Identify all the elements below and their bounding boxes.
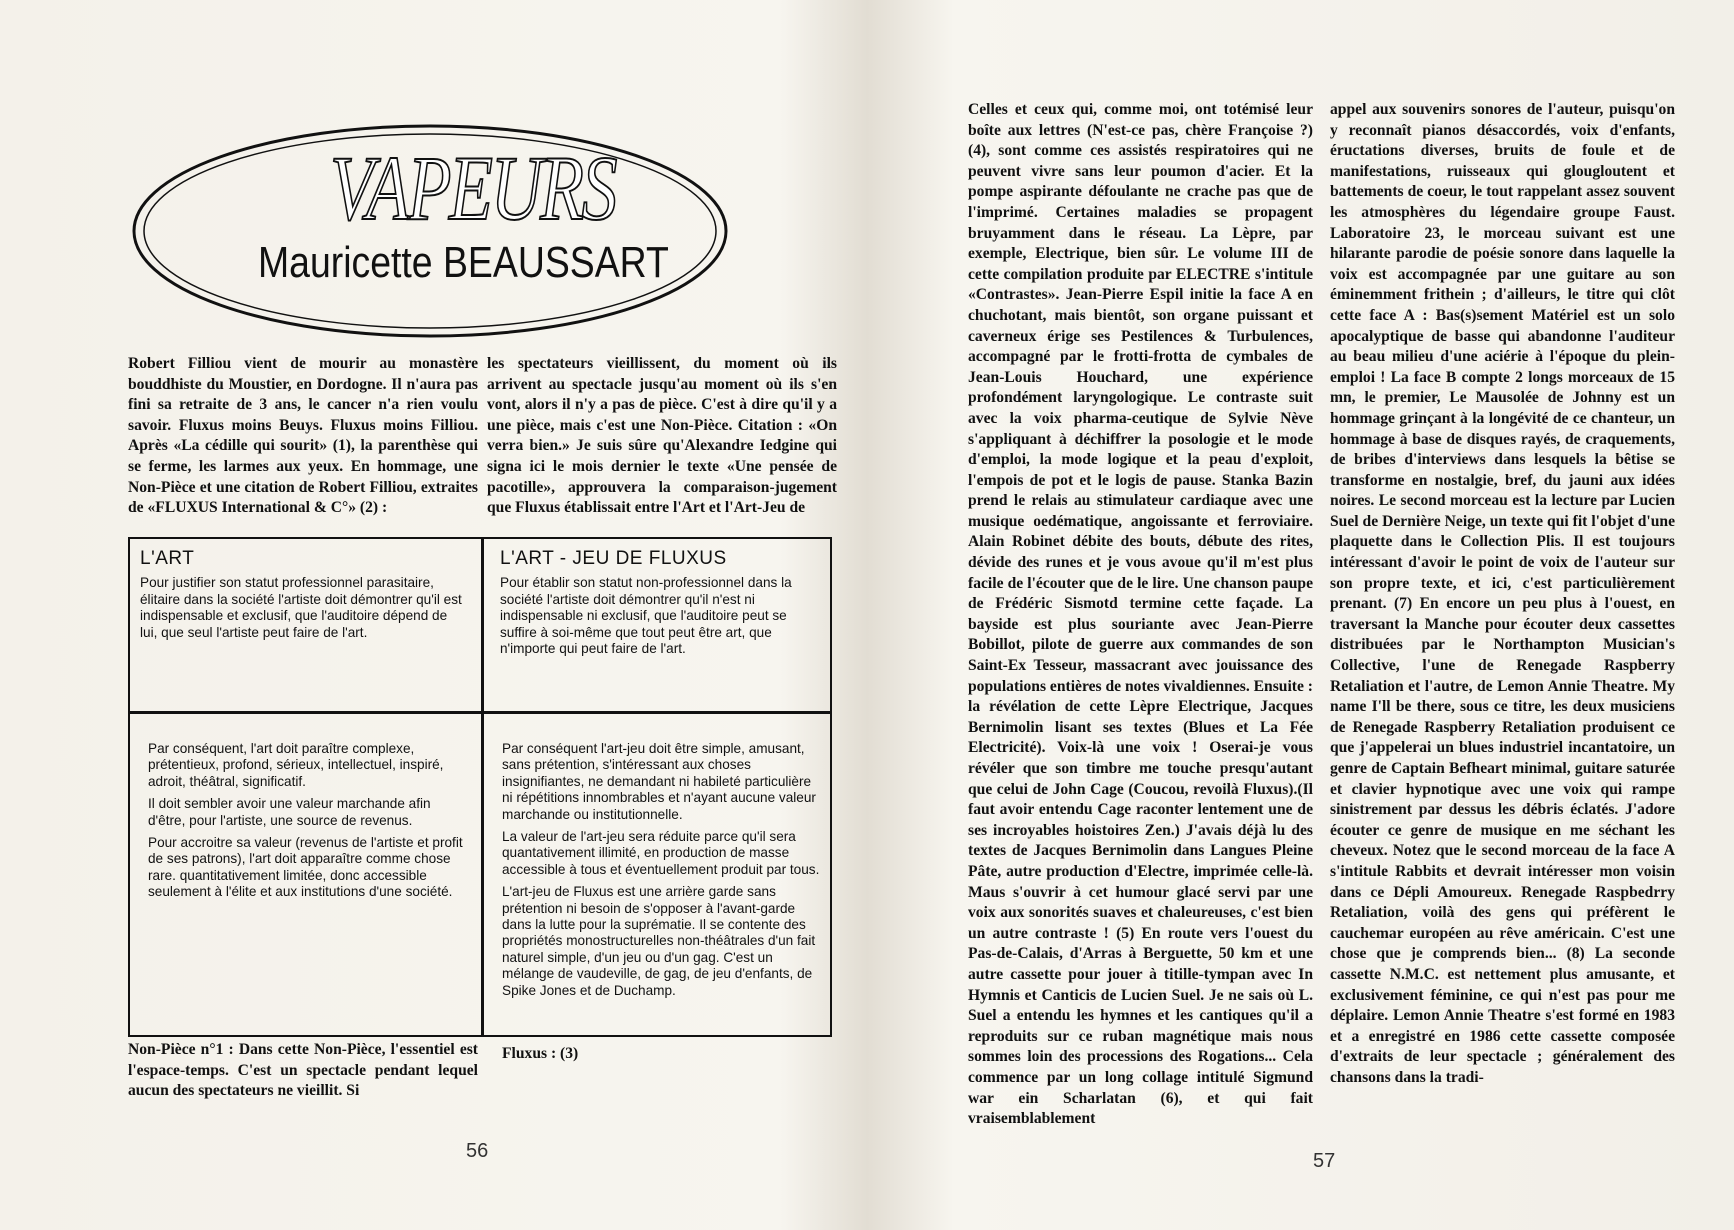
cell-text: L'art-jeu de Fluxus est une arrière garde sans prétention ni besoin de s'opposer à l'avant-garde dans la lutte pour la suprématie. Il se contente des propriétés monostructurelles non-théâtrales d'un fait naturel simple, d'un jeu ou d'un gag. C'est un mélange de vaudeville, de gag, de jeu d'enfants, de Spike Jones et de Duchamp. [502,884,816,998]
table-cell-fluxus-top [500,548,820,663]
article-author: Mauricette BEAUSSART [258,238,669,287]
right-column-1: Celles et ceux qui, comme moi, ont totémisé leur boîte aux lettres (N'est-ce pas, chère Françoise ?) (4), sont comme ces assistés respiratoires qui ne peuvent vivre sans leur poumon d'acier. Et la pompe aspirante défoulante ne crache pas que de l'imprimé. Certaines maladies se propagent bruyamment dans le réseau. La Lèpre, par exemple, Electrique, bien sûr. Le volume III de cette compilation produite par ELECTRE s'intitule «Contrastes». Jean-Pierre Espil initie la face A en chuchotant, mais bientôt, son organe puissant et caverneux érige ses Pestilences & Turbulences, accompagné par le frotti-frotta de cymbales de Jean-Louis Houchard, une expérience profondément laryngologique. Le contraste suit avec la voix pharma-ceutique de Sylvie Nève s'appliquant à déchiffrer la posologie et le mode d'emploi, la mode logique et la peau d'exploit, l'empois de pot et le logis de pause. Stanka Bazin prend le relais au stimulateur cardiaque avec une musique oedématique, angoissante et ferroviaire. Alain Robinet débite des bouts, débute des rites, dévide des runes et je vous avoue qu'il m'est plus facile de l'écouter que de le lire. Une chanson paupe de Frédéric Sismotd termine cette façade. La bayside est plus souriante avec Jean-Pierre Bobillot, pilote de guerre aux commandes de son Saint-Ex Tesseur, massacrant avec jouissance des populations entières de notes vivaldiennes. Ensuite : la révélation de cette Lèpre Electrique, Jacques Bernimolin lisant ses textes (Blues et La Fée Electricité). Voix-là une voix ! Oserai-je vous révéler que son timbre me touche presqu'autant que celui de John Cage (Coucou, revoilà Fluxus).(Il faut avoir entendu Cage raconter lentement une de ses incroyables hoistoires Zen.) J'avais déjà lu des textes de Jacques Bernimolin dans Langues Pleine Pâte, autre production d'Electre, imprimée celle-là. Maus s'ouvrir à cet humour glacé servi par une voix aux sonorités suaves et chaleureuses, c'est bien un autre contraste ! (5) En route vers l'ouest du Pas-de-Calais, d'Arras à Berguette, 50 km et une autre cassette pour jouer à titille-tympan avec In Hymnis et Canticis de Lucien Suel. Je ne sais où L. Suel a entendu les hymnes et les cantiques qu'il a reproduits sur ce ruban magnétique mais nous sommes loin des processions des Rogations... Cela commence par un long collage intitulé Sigmund war ein Scharlatan (6), et qui fait vraisemblablement [968,101,1313,1128]
left-column-1: Robert Filliou vient de mourir au monastère bouddhiste du Moustier, en Dordogne. Il n'aura pas fini sa retraite de 3 ans, le cancer n'a rien voulu savoir. Fluxus moins Beuys. Fluxus moins Filliou. Après «La cédille qui sourit» (1), la parenthèse qui se ferme, les larmes aux yeux. En hommage, une Non-Pièce et une citation de Robert Filliou, extraites de «FLUXUS International & C°» (2) : [128,355,478,517]
left-column-2: les spectateurs vieillissent, du moment où ils arrivent au spectacle jusqu'au moment où ils s'en vont, alors il n'y a pas de pièce. C'est à dire qu'il y a une pièce, mais c'est une Non-Pièce. Citation : «On verra bien.» Je suis sûre qu'Alexandre Iedgine qui signa ici le mois dernier le texte «Une pensée de pacotille», approuvera la comparaison-jugement que Fluxus établissait entre l'Art et l'Art-Jeu de [487,355,837,517]
cell-text: Pour établir son statut non-professionnel dans la société l'artiste doit démontrer qu'il n'est ni indispensable ni exclusif, que l'auditoire peut se suffire à soi-même que tout peut être art, que n'importe qui peut faire de l'art. [500,575,792,657]
table-cell-art-top [140,548,465,647]
table-cell-fluxus-bottom [502,741,824,1005]
right-page [867,0,1734,1230]
cell-text: La valeur de l'art-jeu sera réduite parce qu'il sera quantativement illimité, en production de masse accessible à tous et éventuellement produit par tous. [502,829,820,877]
table-divider-horizontal [130,711,830,714]
cell-text: Il doit sembler avoir une valeur marchande afin d'être, pour l'artiste, une source de revenus. [148,796,431,828]
article-title: VAPEURS [330,137,616,239]
table-header-fluxus: L'ART - JEU DE FLUXUS [500,548,727,569]
art-comparison-table [128,537,832,1037]
cell-text: Par conséquent l'art-jeu doit être simple, amusant, sans prétention, s'intéressant aux choses insignifiantes, ne demandant ni habileté particulière ni répétitions innombrables et n'ayant aucune valeur marchande ou institutionnelle. [502,741,816,822]
page-number-left: 56 [466,1140,489,1162]
table-cell-art-bottom [148,741,466,907]
cell-text: Pour accroitre sa valeur (revenus de l'artiste et profit de ses patrons), l'art doit apparaître comme chose rare. quantitativement limitée, donc accessible seulement à l'élite et aux institutions d'une société. [148,835,463,900]
fluxus-caption: Fluxus : (3) [502,1045,579,1062]
non-piece-paragraph: Non-Pièce n°1 : Dans cette Non-Pièce, l'essentiel est l'espace-temps. C'est un spectacle pendant lequel aucun des spectateurs ne vieillit. Si [128,1041,478,1100]
right-column-2: appel aux souvenirs sonores de l'auteur, puisqu'on y reconnaît pianos désaccordés, voix d'enfants, éructations diverses, bruits de foule et de manifestations, ruisseaux qui glougloutent et battements de coeur, le tout rappelant assez souvent les atmosphères du légendaire groupe Faust. Laboratoire 23, le morceau suivant est une hilarante parodie de poésie sonore dans laquelle la voix est accompagnée par une guitare au son éminemment frithein ; d'ailleurs, le titre qui clôt cette face A : Bas(s)sement Matériel est un solo apocalyptique de basse qui abandonne l'auditeur au beau milieu d'une aciérie à l'époque du plein-emploi ! La face B compte 2 longs morceaux de 15 mn, le premier, Le Mausolée de Johnny est un hommage grinçant à la longévité de ce chanteur, un hommage à base de disques rayés, de craquements, de bribes d'interviews dans lesquels la bêtise se transforme en nostalgie, bref, du jauni aux idées noires. Le second morceau est la lecture par Lucien Suel de Dernière Neige, un texte qui fit l'objet d'une plaquette dans le Collection Plis. Il est toujours intéressant d'avoir le point de voix de l'auteur sur son propre texte, et ici, c'est particulièrement prenant. (7) En encore un peu plus à l'ouest, en traversant la Manche pour écouter deux cassettes distribuées par le Northampton Musician's Collective, l'une de Renegade Raspberry Retaliation et l'autre, de Lemon Annie Theatre. My name I'll be there, sous ce titre, les deux musiciens de Renegade Raspberry Retaliation produisent ce que j'appelerai un blues industriel incantatoire, un genre de Captain Befheart minimal, guitare saturée et clavier hypnotique avec une voix qui rampe sinistrement par dessus les débris éclatés. J'adore écouter ce genre de musique en me séchant les cheveux. Notez que le second morceau de la face A s'intitule Rabbits et devrait intéresser mon voisin dans ce Dépli Amoureux. Renegade Raspbedrry Retaliation, voilà des gens qui préfèrent le cauchemar européen au rêve américain. C'est une chose que je comprends bien... (8) La seconde cassette N.M.C. est nettement plus amusante, et exclusivement féminine, ce qui n'est pas pour me déplaire. Lemon Annie Theatre s'est formé en 1983 et a enregistré en 1986 cette cassette composée d'extraits de leur spectacle ; généralement des chansons dans la tradi- [1330,101,1675,1086]
cell-text: Par conséquent, l'art doit paraître complexe, prétentieux, profond, sérieux, intellectuel, inspiré, adroit, théâtral, significatif. [148,741,444,789]
table-header-art: L'ART [140,548,195,569]
cell-text: Pour justifier son statut professionnel parasitaire, élitaire dans la société l'artiste doit démontrer qu'il est indispensable et exclusif, que l'auditoire dépend de lui, que seul l'artiste peut faire de l'art. [140,575,462,640]
page-number-right: 57 [1313,1150,1336,1172]
table-divider-vertical [481,539,484,1035]
